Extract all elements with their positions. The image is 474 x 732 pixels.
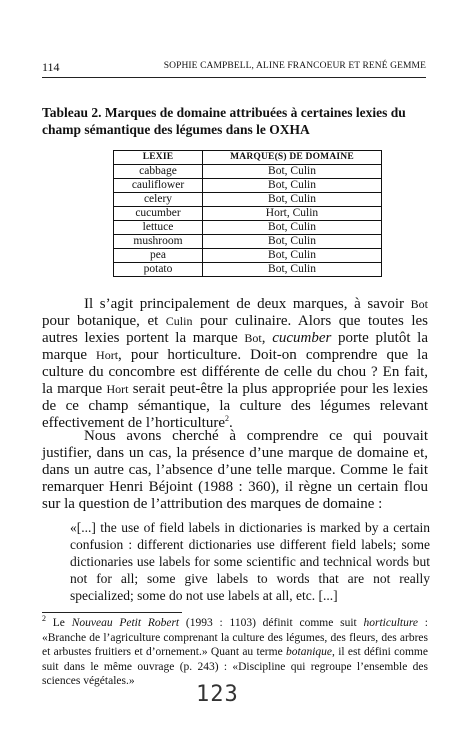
text-run: .	[228, 415, 233, 431]
lexie-cell: pea	[114, 249, 203, 263]
text-run: : «Branche de l’agriculture comprenant la culture des légumes, des fleurs, des arbres et arbustes fruitiers et d’ornement.» Quant au terme	[42, 617, 428, 658]
lexie-cell: mushroom	[114, 235, 203, 249]
italic-term: botanique	[286, 646, 332, 658]
mark-bot: Bot	[244, 331, 262, 345]
table-row	[114, 179, 382, 193]
lexie-cell: cauliflower	[114, 179, 203, 193]
marque-cell: Bot, Culin	[203, 235, 382, 249]
text-run: (1993 : 1103) définit comme suit	[179, 617, 364, 629]
marque-cell: Bot, Culin	[203, 221, 382, 235]
page-number: 114	[42, 60, 60, 74]
footnote	[42, 616, 428, 689]
table-row	[114, 249, 382, 263]
italic-title: Nouveau Petit Robert	[71, 617, 180, 629]
table-row	[114, 263, 382, 277]
column-header-marques: MARQUE(S) DE DOMAINE	[203, 151, 382, 165]
italic-term: horticulture	[363, 617, 418, 629]
table-row	[114, 165, 382, 179]
handwritten-page-stamp: 123	[196, 682, 239, 707]
footnote-ref: 2	[224, 414, 229, 423]
table-header-row	[114, 151, 382, 165]
text-run: porte plutôt la marque	[42, 330, 428, 363]
marque-cell: Hort, Culin	[203, 207, 382, 221]
marque-cell: Bot, Culin	[203, 165, 382, 179]
marque-cell: Bot, Culin	[203, 263, 382, 277]
caption-label: Tableau 2.	[42, 105, 102, 120]
paragraph-bejoint: Nous avons cherché à comprendre ce qui pouvait justifier, dans un cas, la présence d’une marque de domaine et, dans un autre cas, l’absence d’une telle marque. Comme le fait remarquer Henri Béjoint (1988 : 360), il règne un certain flou sur la question de l’attribution des marques de domaine :	[42, 428, 428, 512]
marque-cell: Bot, Culin	[203, 179, 382, 193]
mark-culin: Culin	[165, 314, 193, 328]
lexie-cell: cabbage	[114, 165, 203, 179]
marque-cell: Bot, Culin	[203, 249, 382, 263]
header-rule	[42, 77, 426, 78]
column-header-lexie: LEXIE	[114, 151, 203, 165]
table-row	[114, 235, 382, 249]
lexie-cell: cucumber	[114, 207, 203, 221]
text-run: pour botanique, et	[42, 313, 166, 329]
text-run: , il est défini comme suit dans le même ouvrage (p. 243) : «Discipline qui regroupe l’ensemble des sciences végétales.»	[42, 646, 428, 687]
running-title: SOPHIE CAMPBELL, ALINE FRANCOEUR ET RENÉ GEMME	[163, 61, 426, 71]
table-caption	[42, 104, 428, 138]
text-run: , pour horticulture. Doit-on comprendre que la culture du concombre est différente de celle du chou ? En fait, la marque	[42, 347, 429, 397]
text-run: ,	[261, 330, 273, 346]
marque-cell: Bot, Culin	[203, 193, 382, 207]
lexie-cell: lettuce	[114, 221, 203, 235]
mark-hort: Hort	[96, 348, 119, 362]
lexie-cell: potato	[114, 263, 203, 277]
text-run: pour culinaire. Alors que toutes les autres lexies portent la marque	[42, 313, 428, 346]
footnote-rule	[42, 612, 182, 613]
lexie-cell: celery	[114, 193, 203, 207]
table-row	[114, 207, 382, 221]
paragraph-marques	[42, 296, 428, 432]
footnote-number: 2	[42, 614, 46, 624]
text-run: Le	[46, 617, 72, 629]
table-row	[114, 221, 382, 235]
text-run: Il s’agit principalement de deux marques, à savoir	[84, 296, 411, 312]
italic-term: cucumber	[272, 330, 332, 346]
caption-text: Marques de domaine attribuées à certaines lexies du champ sémantique des légumes dans le OXHA	[42, 105, 406, 137]
domain-marks-table	[113, 150, 382, 277]
mark-bot: Bot	[410, 297, 428, 311]
table-row	[114, 193, 382, 207]
mark-hort: Hort	[106, 382, 129, 396]
block-quote: «[...] the use of field labels in dictionaries is marked by a certain confusion : different dictionaries use different field labels; some dictionaries use labels for some scientific and technical words but not for all; some give labels to words that are not really specialized; some do not use labels at all, etc. [...]	[70, 520, 430, 603]
text-run: serait peut-être la plus appropriée pour les lexies de ce champ sémantique, la culture des légumes relevant effectivement de l’horticulture	[42, 381, 428, 431]
